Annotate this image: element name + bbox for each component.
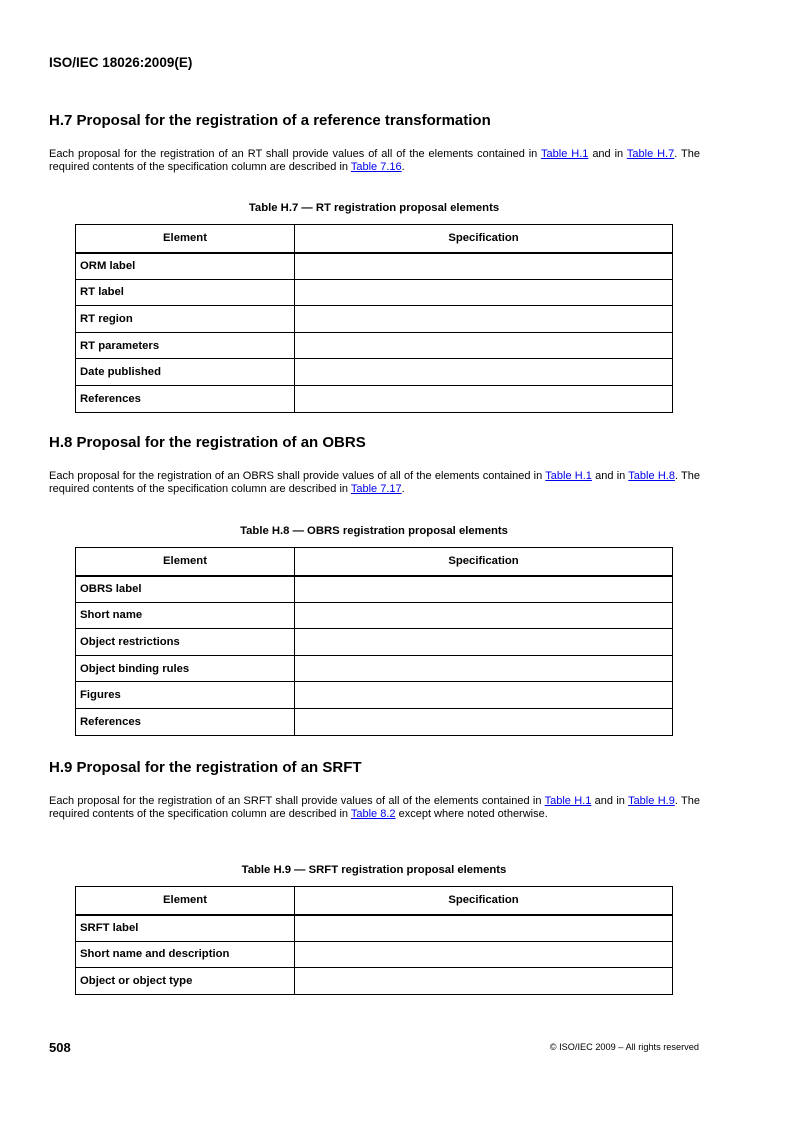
element-cell: RT parameters <box>76 332 295 359</box>
table-row <box>76 708 673 735</box>
table-h9 <box>75 886 673 995</box>
table-h7 <box>75 224 673 413</box>
table-row <box>76 915 673 942</box>
specification-cell <box>295 968 673 995</box>
specification-cell <box>295 602 673 629</box>
section-paragraph-h8 <box>49 470 700 495</box>
cross-reference-link[interactable]: Table H.1 <box>545 470 592 482</box>
column-header-specification: Specification <box>295 887 673 915</box>
element-cell: Object or object type <box>76 968 295 995</box>
paragraph-text: . <box>401 160 405 173</box>
section-heading-h8: H.8 Proposal for the registration of an OBRS <box>49 434 366 451</box>
element-cell: References <box>76 385 295 412</box>
element-cell: Object restrictions <box>76 629 295 656</box>
paragraph-text: except where noted otherwise. <box>395 807 548 820</box>
paragraph-text: Each proposal for the registration of an RT shall provide values of all of the elements contained in <box>49 148 542 160</box>
element-cell: Date published <box>76 359 295 386</box>
element-cell: RT label <box>76 279 295 306</box>
column-header-element: Element <box>76 225 295 253</box>
specification-cell <box>295 332 673 359</box>
cross-reference-link[interactable]: Table 7.16 <box>350 160 402 173</box>
table-row <box>76 385 673 412</box>
table-row <box>76 941 673 968</box>
paragraph-text: and in <box>591 795 629 807</box>
paragraph-text: and in <box>588 148 627 160</box>
cross-reference-link[interactable]: Table H.8 <box>628 470 675 482</box>
specification-cell <box>295 629 673 656</box>
section-heading-h7: H.7 Proposal for the registration of a reference transformation <box>49 112 491 129</box>
section-paragraph-h9 <box>49 795 700 820</box>
table-row <box>76 968 673 995</box>
table-row <box>76 306 673 333</box>
table-row <box>76 629 673 656</box>
specification-cell <box>295 708 673 735</box>
cross-reference-link[interactable]: Table H.1 <box>544 795 592 807</box>
section-paragraph-h7 <box>49 148 700 173</box>
element-cell: References <box>76 708 295 735</box>
section-heading-h9: H.9 Proposal for the registration of an SRFT <box>49 759 362 776</box>
table-row <box>76 332 673 359</box>
element-cell: OBRS label <box>76 576 295 603</box>
table-caption-h8: Table H.8 — OBRS registration proposal elements <box>240 525 508 537</box>
paragraph-text: . <box>401 482 405 495</box>
column-header-element: Element <box>76 887 295 915</box>
table-h8 <box>75 547 673 736</box>
table-row <box>76 655 673 682</box>
paragraph-text: . The required contents of the specification column are described in <box>49 148 700 173</box>
cross-reference-link[interactable]: Table 8.2 <box>350 807 396 820</box>
specification-cell <box>295 941 673 968</box>
paragraph-text: Each proposal for the registration of an OBRS shall provide values of all of the elements contained in <box>49 470 546 482</box>
element-cell: Figures <box>76 682 295 709</box>
specification-cell <box>295 306 673 333</box>
element-cell: Short name <box>76 602 295 629</box>
paragraph-text: and in <box>591 470 629 482</box>
column-header-element: Element <box>76 548 295 576</box>
paragraph-text: . The required contents of the specification column are described in <box>49 470 700 495</box>
cross-reference-link[interactable]: Table H.1 <box>541 148 589 160</box>
page-number: 508 <box>49 1040 71 1055</box>
table-caption-h7: Table H.7 — RT registration proposal elements <box>248 202 500 214</box>
paragraph-text: . The required contents of the specification column are described in <box>49 795 700 820</box>
document-id: ISO/IEC 18026:2009(E) <box>49 55 193 70</box>
specification-cell <box>295 682 673 709</box>
table-row <box>76 359 673 386</box>
specification-cell <box>295 385 673 412</box>
element-cell: ORM label <box>76 253 295 280</box>
specification-cell <box>295 359 673 386</box>
specification-cell <box>295 915 673 942</box>
element-cell: Short name and description <box>76 941 295 968</box>
cross-reference-link[interactable]: Table H.7 <box>626 148 675 160</box>
table-row <box>76 682 673 709</box>
element-cell: RT region <box>76 306 295 333</box>
element-cell: SRFT label <box>76 915 295 942</box>
element-cell: Object binding rules <box>76 655 295 682</box>
table-caption-h9: Table H.9 — SRFT registration proposal elements <box>241 864 507 876</box>
table-row <box>76 279 673 306</box>
specification-cell <box>295 576 673 603</box>
table-row <box>76 253 673 280</box>
paragraph-text: Each proposal for the registration of an SRFT shall provide values of all of the elements contained in <box>49 795 545 807</box>
column-header-specification: Specification <box>295 548 673 576</box>
specification-cell <box>295 253 673 280</box>
table-row <box>76 602 673 629</box>
specification-cell <box>295 655 673 682</box>
cross-reference-link[interactable]: Table H.9 <box>628 795 675 807</box>
column-header-specification: Specification <box>295 225 673 253</box>
specification-cell <box>295 279 673 306</box>
copyright-notice: © ISO/IEC 2009 – All rights reserved <box>549 1042 699 1052</box>
cross-reference-link[interactable]: Table 7.17 <box>350 482 402 495</box>
table-row <box>76 576 673 603</box>
